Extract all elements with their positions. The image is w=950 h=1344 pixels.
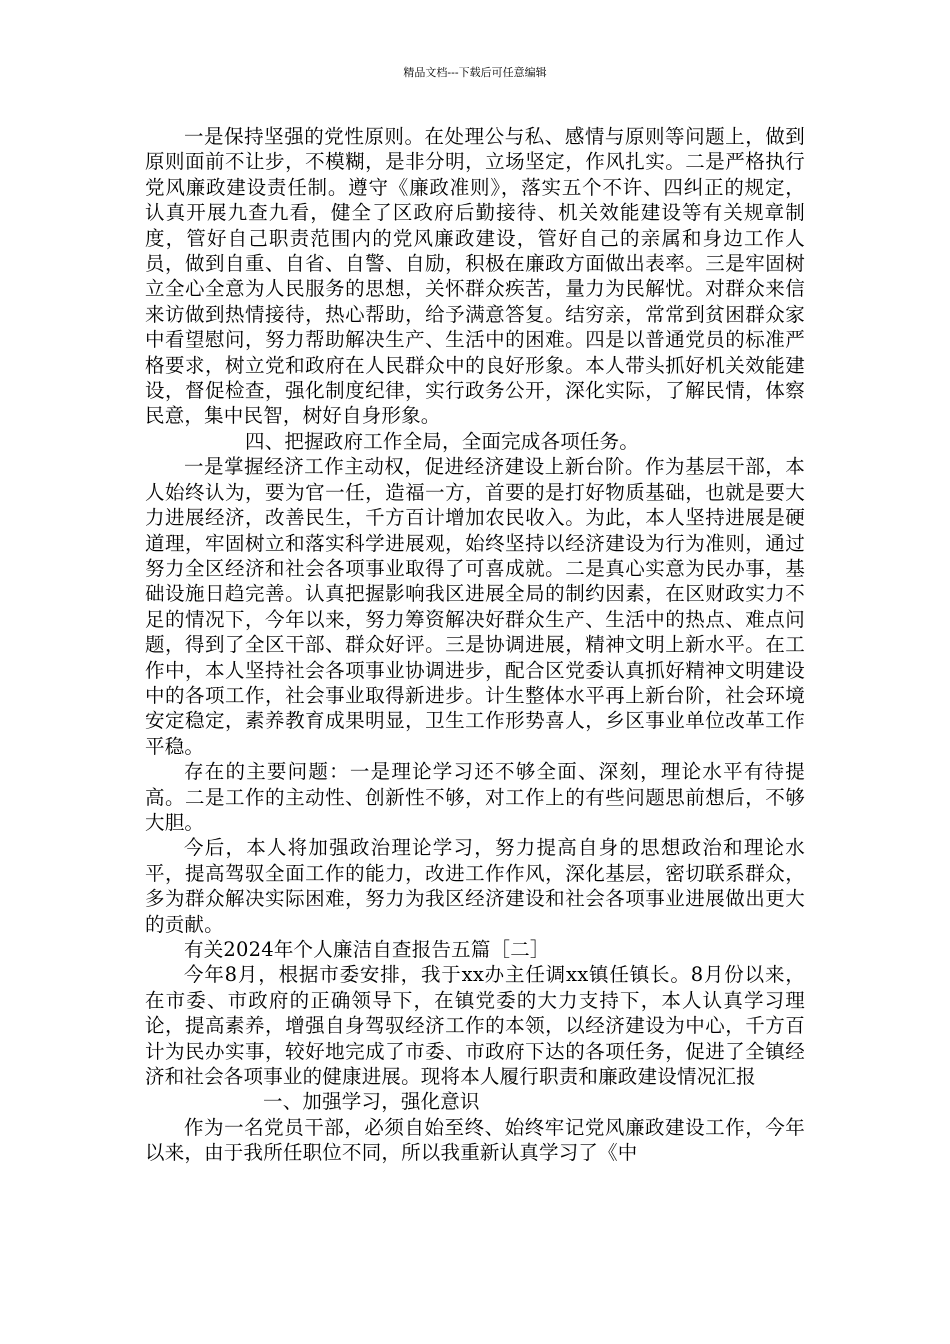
paragraph-main-problems: 存在的主要问题：一是理论学习还不够全面、深刻，理论水平有待提高。二是工作的主动性、创新性不够，对工作上的有些问题思前想后，不够大胆。 xyxy=(145,760,805,834)
paragraph-economic-work: 一是掌握经济工作主动权，促进经济建设上新台阶。作为基层干部，本人始终认为，要为官一任，造福一方，首要的是打好物质基础，也就是要大力进展经济，改善民生，千方百计增加农民收入。为此，本人坚持进展是硬道理，牢固树立和落实科学进展观，始终坚持以经济建设为行为准则，通过努力全区经济和社会各项事业取得了可喜成就。二是真心实意为民办事，基础设施日趋完善。认真把握影响我区进展全局的制约因素，在区财政实力不足的情况下，今年以来，努力筹资解决好群众生产、生活中的热点、难点问题，得到了全区干部、群众好评。三是协调进展，精神文明上新水平。在工作中，本人坚持社会各项事业协调进步，配合区党委认真抓好精神文明建设中的各项工作，社会事业取得新进步。计生整体水平再上新台阶，社会环境安定稳定，素养教育成果明显，卫生工作形势喜人，乡区事业单位改革工作平稳。 xyxy=(145,455,805,758)
report-title-two: 有关2024年个人廉洁自查报告五篇［二］ xyxy=(184,938,550,961)
paragraph-future-plans: 今后，本人将加强政治理论学习，努力提高自身的思想政治和理论水平，提高驾驭全面工作的能力，改进工作作风，深化基层，密切联系群众，多为群众解决实际困难，努力为我区经济建设和社会各项事业进展做出更大的贡献。 xyxy=(145,836,805,936)
paragraph-report-intro: 今年8月，根据市委安排，我于xx办主任调xx镇任镇长。8月份以来，在市委、市政府的正确领导下，在镇党委的大力支持下，本人认真学习理论，提高素养，增强自身驾驭经济工作的本领，以经济建设为中心，千方百计为民办实事，较好地完成了市委、市政府下达的各项任务，促进了全镇经济和社会各项事业的健康进展。现将本人履行职责和廉政建设情况汇报 xyxy=(145,963,805,1089)
paragraph-party-member: 作为一名党员干部，必须自始至终、始终牢记党风廉政建设工作，今年以来，由于我所任职位不同，所以我重新认真学习了《中 xyxy=(145,1115,805,1165)
paragraph-party-principles: 一是保持坚强的党性原则。在处理公与私、感情与原则等问题上，做到原则面前不让步，不模糊，是非分明，立场坚定，作风扎实。二是严格执行党风廉政建设责任制。遵守《廉政准则》，落实五个不许、四纠正的规定，认真开展九查九看，健全了区政府后勤接待、机关效能建设等有关规章制度，管好自己职责范围内的党风廉政建设，管好自己的亲属和身边工作人员，做到自重、自省、自警、自励，积极在廉政方面做出表率。三是牢固树立全心全意为人民服务的思想，关怀群众疾苦，量力为民解忧。对群众来信来访做到热情接待，热心帮助，给予满意答复。结穷亲，常常到贫困群众家中看望慰问，努力帮助解决生产、生活中的困难。四是以普通党员的标准严格要求，树立党和政府在人民群众中的良好形象。本人带头抓好机关效能建设，督促检查，强化制度纪律，实行政务公开，深化实际，了解民情，体察民意，集中民智，树好自身形象。 xyxy=(145,125,805,428)
document-body xyxy=(145,124,805,1166)
section-heading-four: 四、把握政府工作全局，全面完成各项任务。 xyxy=(245,429,640,453)
section-heading-one: 一、加强学习，强化意识 xyxy=(263,1090,480,1114)
page-header: 精品文档---下载后可任意编辑 xyxy=(403,66,547,79)
